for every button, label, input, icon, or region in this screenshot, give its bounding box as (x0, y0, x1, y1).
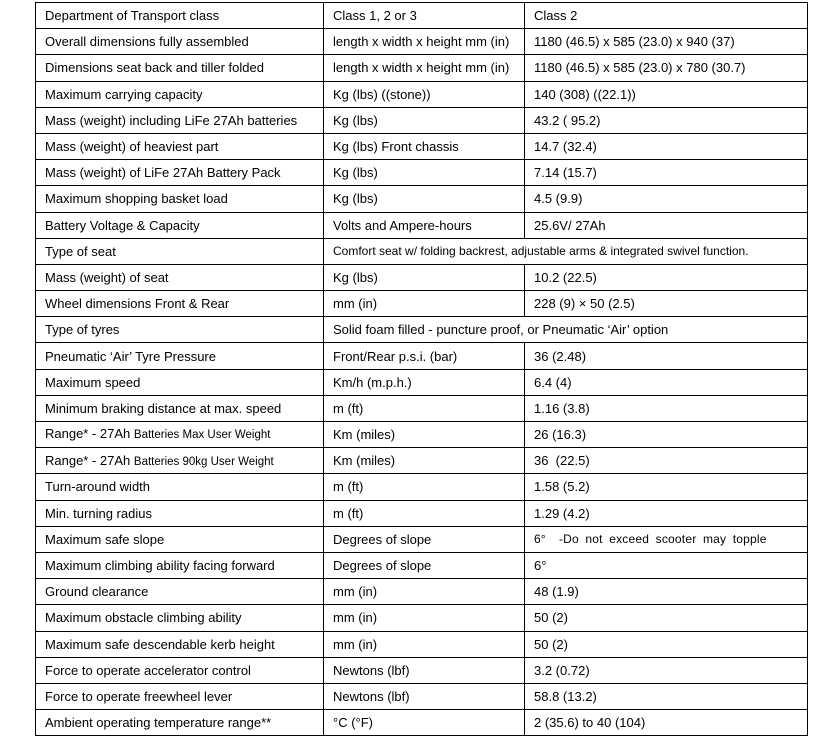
spec-value: 1180 (46.5) x 585 (23.0) x 940 (37) (525, 29, 808, 55)
spec-value: 1180 (46.5) x 585 (23.0) x 780 (30.7) (525, 55, 808, 81)
spec-label-detail: Batteries 90kg User Weight (133, 455, 274, 468)
spec-value: 50 (2) (525, 605, 808, 631)
spec-value: 50 (2) (525, 631, 808, 657)
spec-value: 228 (9) × 50 (2.5) (525, 291, 808, 317)
table-row (36, 500, 808, 526)
spec-unit: Class 1, 2 or 3 (324, 3, 525, 29)
spec-value: 26 (16.3) (525, 422, 808, 448)
spec-label: Minimum braking distance at max. speed (36, 395, 324, 421)
table-row (36, 3, 808, 29)
spec-label: Maximum safe slope (36, 526, 324, 552)
spec-label: Mass (weight) of heaviest part (36, 133, 324, 159)
spec-unit: m (ft) (324, 395, 525, 421)
spec-label: Mass (weight) of LiFe 27Ah Battery Pack (36, 160, 324, 186)
table-row (36, 683, 808, 709)
table-row (36, 395, 808, 421)
table-row (36, 369, 808, 395)
spec-unit: Degrees of slope (324, 526, 525, 552)
spec-label: Maximum carrying capacity (36, 81, 324, 107)
table-row (36, 81, 808, 107)
spec-label: Pneumatic ‘Air’ Tyre Pressure (36, 343, 324, 369)
spec-value: 1.29 (4.2) (525, 500, 808, 526)
spec-value: 7.14 (15.7) (525, 160, 808, 186)
spec-value: 4.5 (9.9) (525, 186, 808, 212)
spec-value: 2 (35.6) to 40 (104) (525, 710, 808, 736)
spec-label: Department of Transport class (36, 3, 324, 29)
table-row (36, 133, 808, 159)
spec-value: 58.8 (13.2) (525, 683, 808, 709)
spec-unit: Newtons (lbf) (324, 683, 525, 709)
spec-label: Type of tyres (36, 317, 324, 343)
spec-unit: Newtons (lbf) (324, 657, 525, 683)
spec-label: Battery Voltage & Capacity (36, 212, 324, 238)
spec-value: 140 (308) ((22.1)) (525, 81, 808, 107)
spec-unit: Km (miles) (324, 422, 525, 448)
spec-unit: Km/h (m.p.h.) (324, 369, 525, 395)
spec-label: Ground clearance (36, 579, 324, 605)
table-row (36, 631, 808, 657)
spec-unit: Kg (lbs) Front chassis (324, 133, 525, 159)
spec-unit: m (ft) (324, 474, 525, 500)
table-row (36, 579, 808, 605)
spec-label: Maximum climbing ability facing forward (36, 552, 324, 578)
table-row (36, 238, 808, 264)
spec-unit: Front/Rear p.s.i. (bar) (324, 343, 525, 369)
table-row (36, 29, 808, 55)
spec-unit: Degrees of slope (324, 552, 525, 578)
spec-label-main: Range* - 27Ah (45, 452, 134, 468)
spec-value: 36 (2.48) (525, 343, 808, 369)
table-row (36, 212, 808, 238)
spec-label: Maximum speed (36, 369, 324, 395)
spec-unit: Kg (lbs) (324, 264, 525, 290)
table-row (36, 657, 808, 683)
spec-label: Min. turning radius (36, 500, 324, 526)
table-row (36, 605, 808, 631)
spec-label: Maximum obstacle climbing ability (36, 605, 324, 631)
spec-unit: Km (miles) (324, 448, 525, 474)
spec-label: Wheel dimensions Front & Rear (36, 291, 324, 317)
table-row (36, 317, 808, 343)
spec-label: Maximum safe descendable kerb height (36, 631, 324, 657)
spec-unit: °C (°F) (324, 710, 525, 736)
spec-label-main: Range* - 27Ah (45, 426, 134, 442)
spec-merged-value: Solid foam filled - puncture proof, or Pneumatic ‘Air’ option (324, 317, 808, 343)
spec-unit: Volts and Ampere-hours (324, 212, 525, 238)
table-row (36, 422, 808, 448)
spec-unit: length x width x height mm (in) (324, 29, 525, 55)
spec-unit: mm (in) (324, 291, 525, 317)
table-row (36, 526, 808, 552)
spec-value: 6° (525, 552, 808, 578)
spec-value: 6° -Do not exceed scooter may topple (525, 526, 808, 552)
spec-unit: mm (in) (324, 605, 525, 631)
spec-label: Turn-around width (36, 474, 324, 500)
spec-label-detail: Batteries Max User Weight (133, 429, 271, 442)
spec-unit: Kg (lbs) (324, 186, 525, 212)
spec-value: Class 2 (525, 3, 808, 29)
spec-label: Type of seat (36, 238, 324, 264)
table-row (36, 264, 808, 290)
spec-label (36, 448, 324, 474)
spec-value: 3.2 (0.72) (525, 657, 808, 683)
spec-label: Dimensions seat back and tiller folded (36, 55, 324, 81)
spec-value: 14.7 (32.4) (525, 133, 808, 159)
spec-label: Force to operate accelerator control (36, 657, 324, 683)
table-row (36, 291, 808, 317)
spec-label: Maximum shopping basket load (36, 186, 324, 212)
spec-value: 1.58 (5.2) (525, 474, 808, 500)
table-row (36, 107, 808, 133)
table-row (36, 448, 808, 474)
spec-unit: mm (in) (324, 631, 525, 657)
spec-label (36, 422, 324, 448)
spec-unit: mm (in) (324, 579, 525, 605)
table-row (36, 552, 808, 578)
table-row (36, 474, 808, 500)
spec-unit: Kg (lbs) (324, 107, 525, 133)
table-row (36, 160, 808, 186)
specification-table (35, 2, 808, 736)
spec-value: 10.2 (22.5) (525, 264, 808, 290)
spec-unit: length x width x height mm (in) (324, 55, 525, 81)
spec-label: Force to operate freewheel lever (36, 683, 324, 709)
spec-value: 48 (1.9) (525, 579, 808, 605)
spec-value: 43.2 ( 95.2) (525, 107, 808, 133)
spec-value: 6.4 (4) (525, 369, 808, 395)
spec-unit: m (ft) (324, 500, 525, 526)
spec-unit: Kg (lbs) ((stone)) (324, 81, 525, 107)
spec-label: Mass (weight) including LiFe 27Ah batteries (36, 107, 324, 133)
spec-value: 1.16 (3.8) (525, 395, 808, 421)
table-row (36, 710, 808, 736)
table-row (36, 186, 808, 212)
spec-value: 25.6V/ 27Ah (525, 212, 808, 238)
spec-label: Ambient operating temperature range** (36, 710, 324, 736)
spec-value: 36 (22.5) (525, 448, 808, 474)
spec-merged-value: Comfort seat w/ folding backrest, adjustable arms & integrated swivel function. (324, 238, 808, 264)
spec-label: Mass (weight) of seat (36, 264, 324, 290)
table-row (36, 343, 808, 369)
spec-label: Overall dimensions fully assembled (36, 29, 324, 55)
spec-unit: Kg (lbs) (324, 160, 525, 186)
table-row (36, 55, 808, 81)
